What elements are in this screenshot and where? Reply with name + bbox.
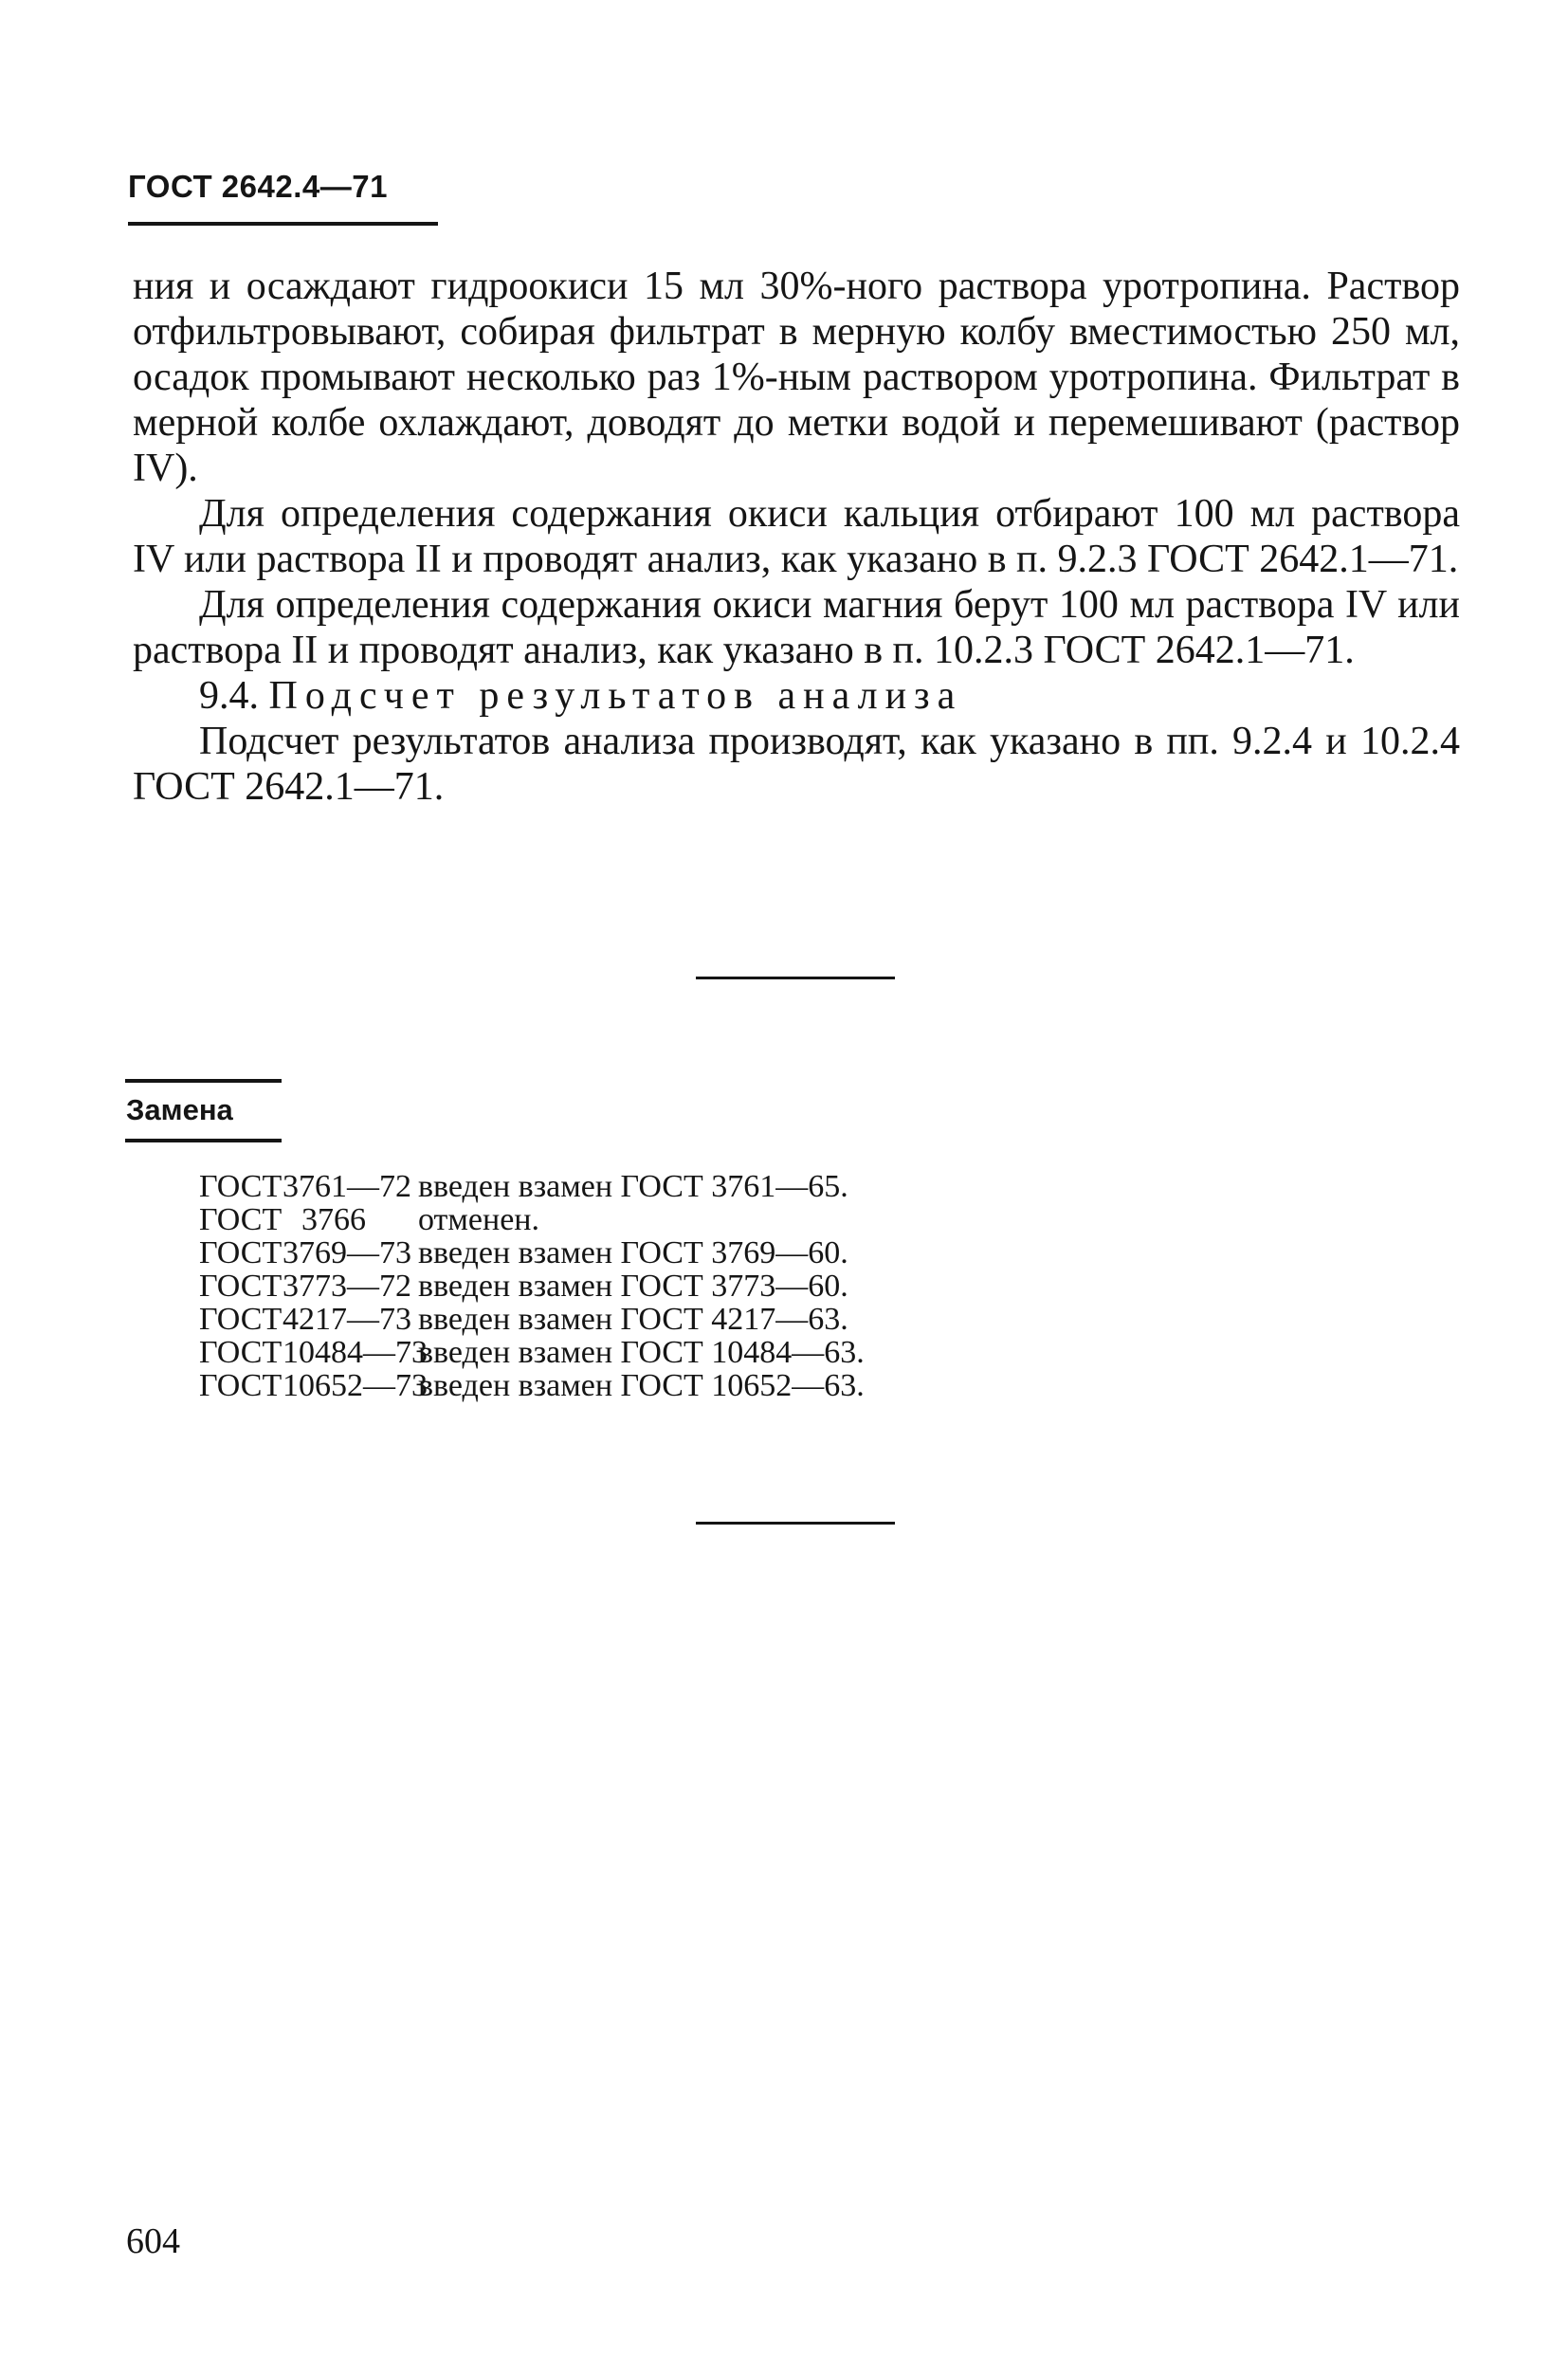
separator-rule — [696, 977, 895, 979]
list-item — [199, 1369, 865, 1402]
replacement-prefix: ГОСТ — [199, 1235, 283, 1270]
replacement-number: 3769—73 — [283, 1235, 411, 1270]
replacement-text: отменен. — [418, 1202, 539, 1237]
replacement-text: введен взамен ГОСТ 3761—65. — [418, 1169, 848, 1204]
paragraph-1: ния и осаждают гидроокиси 15 мл 30%-ного раствора уротропина. Раствор отфильтровывают, собирая фильтрат в мерную колбу вместимостью 250 мл, осадок промывают несколько раз 1%-ным раствором уротропина. Фильтрат в мерной колбе охлаждают, доводят до метки водой и перемешивают (раствор IV). — [133, 265, 1460, 490]
replacement-prefix: ГОСТ — [199, 1368, 283, 1403]
replacement-number: 10484—73 — [283, 1335, 428, 1370]
replacement-prefix: ГОСТ — [199, 1169, 283, 1204]
replacement-prefix: ГОСТ — [199, 1202, 283, 1237]
replacements-title-rule-bottom — [125, 1139, 282, 1142]
replacement-text: введен взамен ГОСТ 3773—60. — [418, 1269, 848, 1304]
replacement-number: 3773—72 — [283, 1269, 411, 1304]
paragraph-3: Для определения содержания окиси магния берут 100 мл раствора IV или раствора II и проводят анализ, как указано в п. 10.2.3 ГОСТ 2642.1—71. — [133, 583, 1460, 672]
list-item — [199, 1303, 865, 1336]
replacement-number: 3766 — [301, 1202, 366, 1237]
list-item — [199, 1203, 865, 1236]
replacement-text: введен взамен ГОСТ 4217—63. — [418, 1302, 848, 1337]
replacement-prefix: ГОСТ — [199, 1302, 283, 1337]
replacements-list — [199, 1170, 865, 1402]
section-heading: Подсчет результатов анализа — [268, 674, 963, 718]
replacement-number: 4217—73 — [283, 1302, 411, 1337]
page-header-standard: ГОСТ 2642.4—71 — [128, 169, 388, 204]
replacements-title: Замена — [126, 1093, 233, 1126]
paragraph-2: Для определения содержания окиси кальция отбирают 100 мл раствора IV или раствора II и проводят анализ, как указано в п. 9.2.3 ГОСТ 2642.1—71. — [133, 492, 1460, 581]
header-divider — [128, 222, 438, 226]
list-item — [199, 1236, 865, 1270]
replacement-prefix: ГОСТ — [199, 1335, 283, 1370]
replacement-number: 3761—72 — [283, 1169, 411, 1204]
page-number: 604 — [126, 2221, 180, 2261]
list-item — [199, 1270, 865, 1303]
replacement-prefix: ГОСТ — [199, 1269, 283, 1304]
replacement-text: введен взамен ГОСТ 10652—63. — [418, 1368, 865, 1403]
section-heading-line — [133, 673, 1460, 719]
separator-rule — [696, 1522, 895, 1525]
replacement-number: 10652—73 — [283, 1368, 428, 1403]
paragraph-4: Подсчет результатов анализа производят, как указано в пп. 9.2.4 и 10.2.4 ГОСТ 2642.1—71. — [133, 720, 1460, 809]
replacements-title-rule-top — [125, 1079, 282, 1083]
replacement-text: введен взамен ГОСТ 10484—63. — [418, 1335, 865, 1370]
section-number: 9.4. — [199, 674, 259, 718]
list-item — [199, 1170, 865, 1203]
main-text — [133, 264, 1460, 810]
replacement-text: введен взамен ГОСТ 3769—60. — [418, 1235, 848, 1270]
list-item — [199, 1336, 865, 1369]
